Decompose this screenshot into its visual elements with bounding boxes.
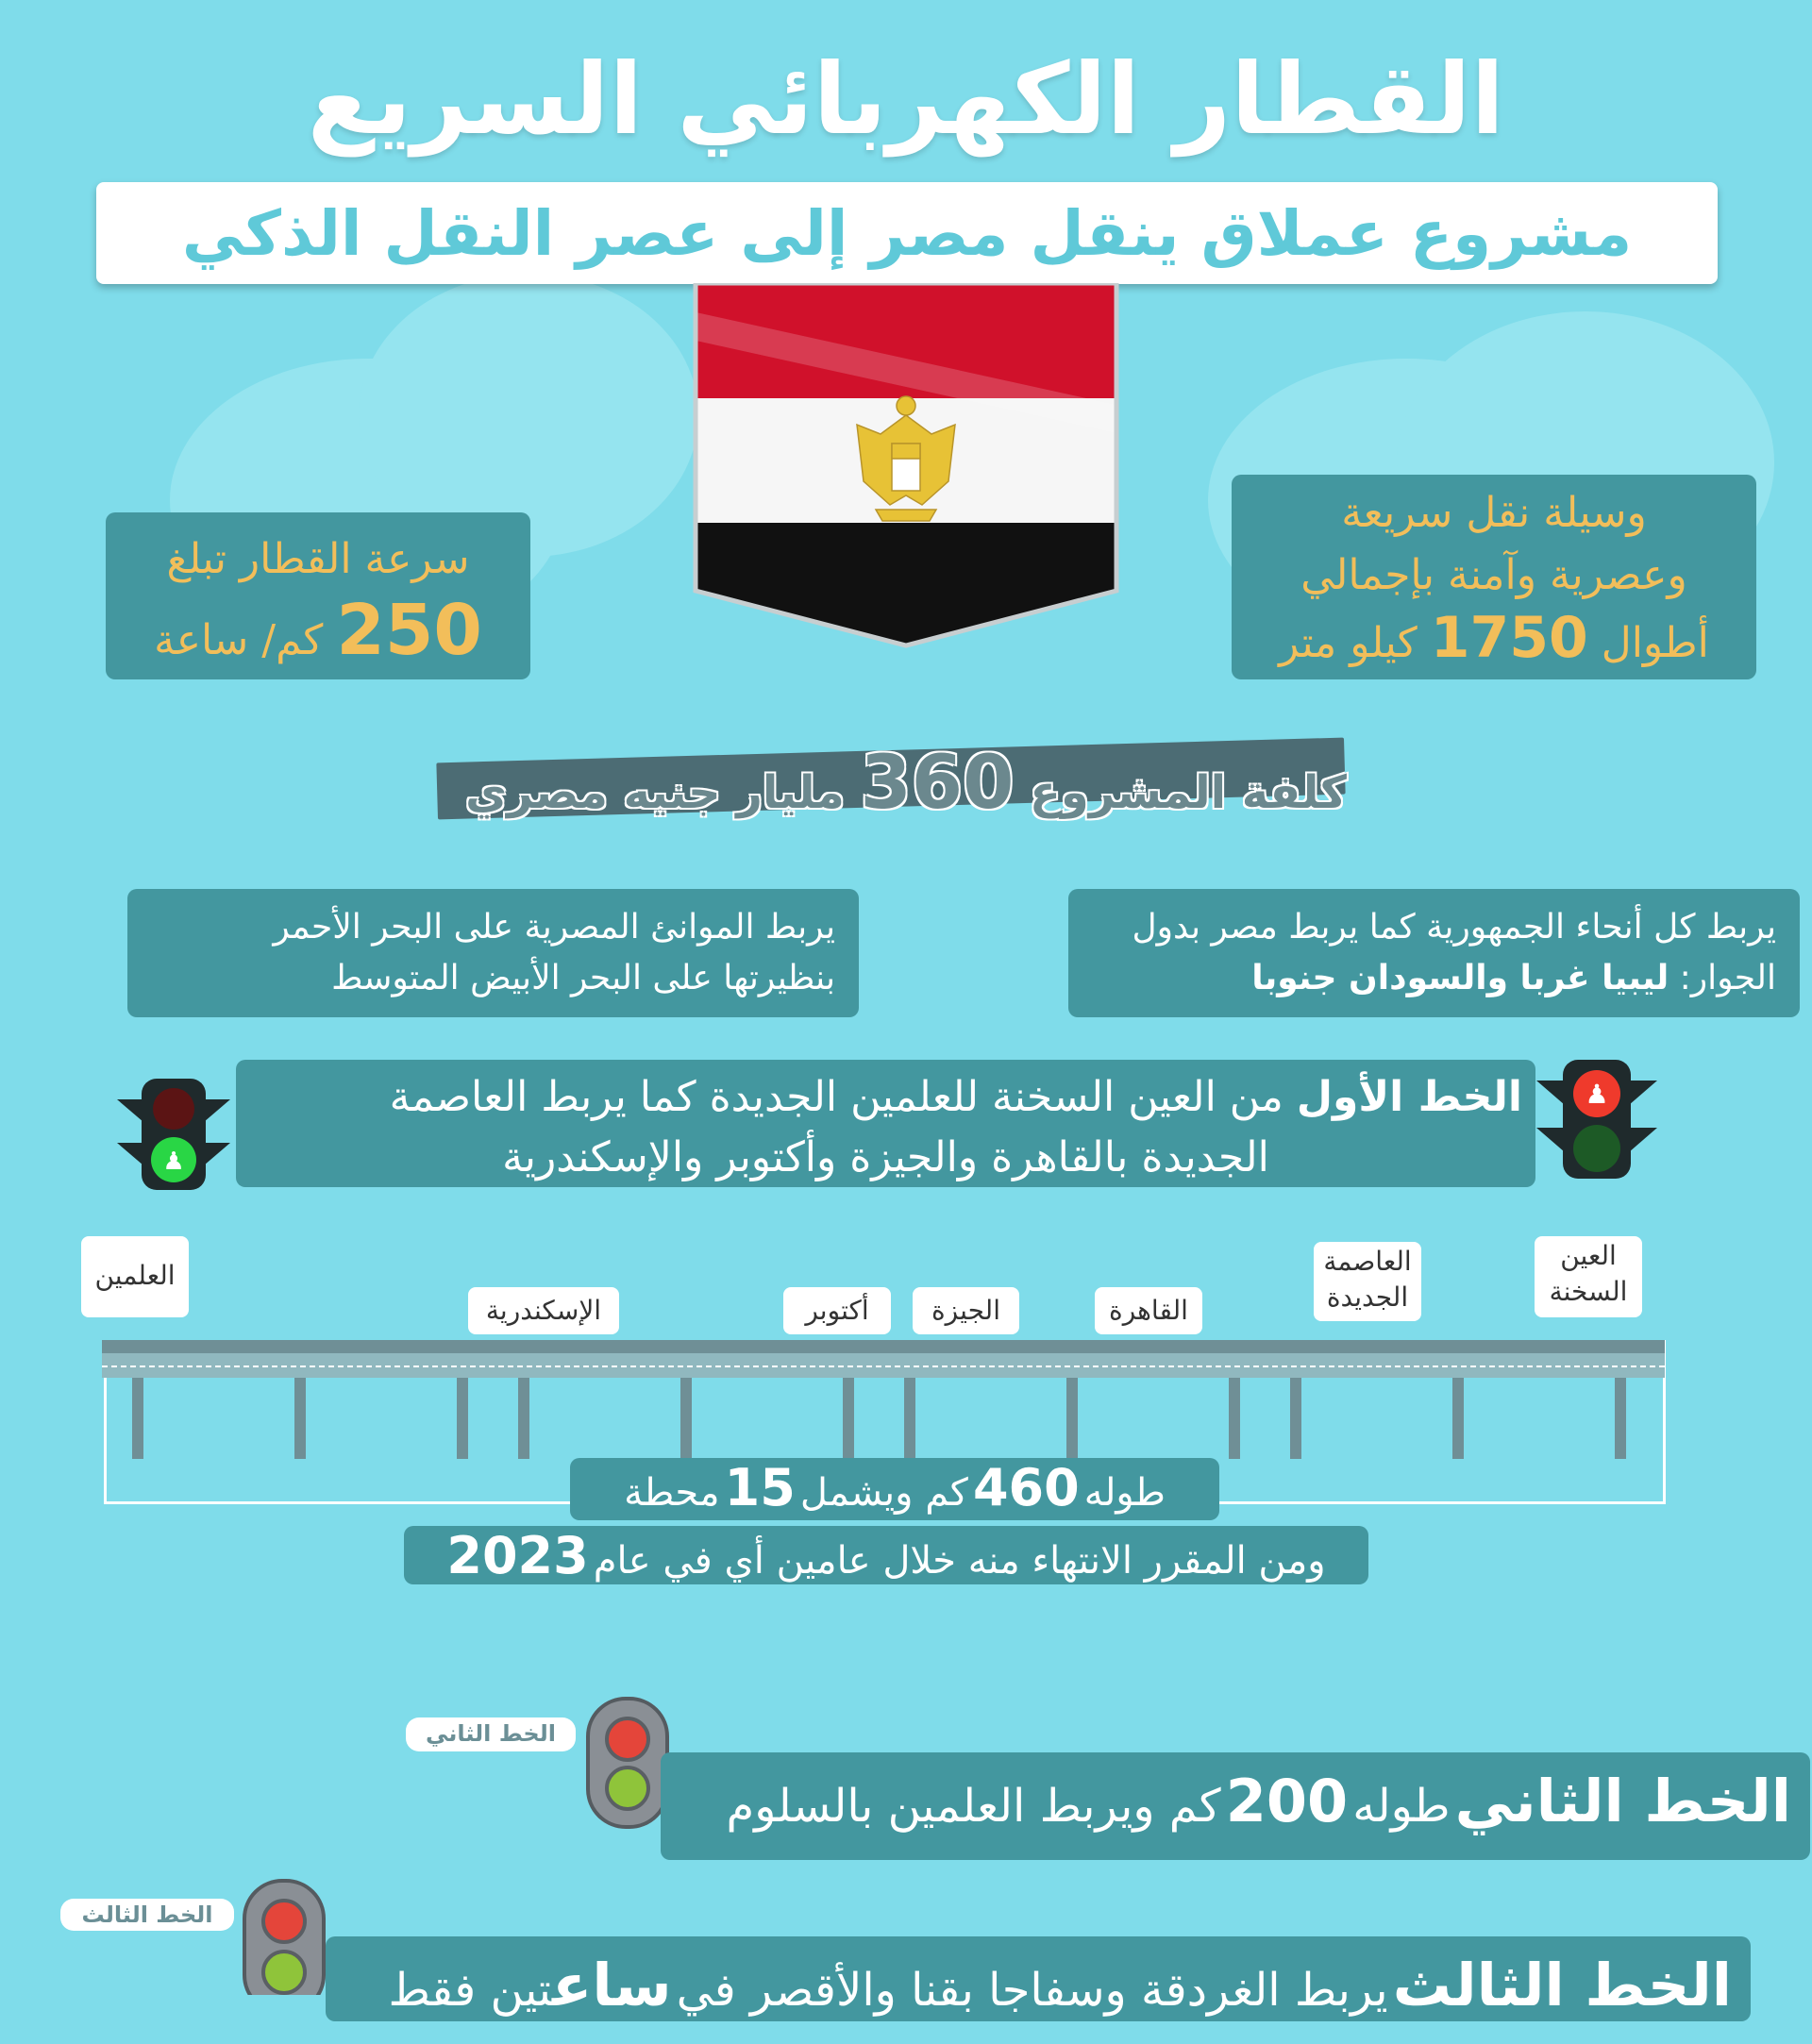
line-one-title: الخط الأول — [1296, 1073, 1522, 1121]
line-two-rest: كم ويربط العلمين بالسلوم — [726, 1780, 1221, 1833]
track-deck — [102, 1340, 1665, 1353]
line-three-rest: يربط الغردقة وسفاجا بقنا والأقصر في — [676, 1964, 1388, 2017]
speed-number: 250 — [336, 590, 482, 671]
track-pillar — [1452, 1378, 1464, 1459]
station-label-october: أكتوبر — [783, 1287, 891, 1334]
track-pillar — [680, 1378, 692, 1459]
cost-number: 360 — [860, 741, 1015, 826]
ports-line-2: بنظيرتها على البحر الأبيض المتوسط — [331, 959, 835, 997]
transport-info-box — [1232, 475, 1756, 679]
ports-line-1: يربط الموانئ المصرية على البحر الأحمر — [273, 908, 835, 947]
completion-year: 2023 — [446, 1526, 589, 1585]
track-pillar — [1290, 1378, 1301, 1459]
transport-line-1: وسيلة نقل سريعة — [1341, 489, 1647, 537]
ports-info-box — [127, 889, 859, 1017]
cost-suffix: مليار جنيه مصري — [465, 766, 845, 819]
transport-number: 1750 — [1430, 605, 1588, 671]
line-two-prefix: طوله — [1352, 1780, 1451, 1833]
track-pillar — [294, 1378, 306, 1459]
line-three-tail: تين فقط — [388, 1964, 552, 2017]
connect-info-box — [1068, 889, 1800, 1017]
line-three-emph: ساع — [552, 1951, 672, 2019]
traffic-light-icon — [242, 1878, 327, 1995]
cost-prefix: كلفة المشروع — [1030, 766, 1347, 819]
line-three-title: الخط الثالث — [1392, 1951, 1732, 2019]
station-label-new-capital — [1314, 1242, 1421, 1321]
track-pillar — [1066, 1378, 1078, 1459]
station-label-sokhna — [1535, 1236, 1642, 1317]
station-name-line: العين — [1560, 1240, 1617, 1271]
track-dash-line — [102, 1365, 1665, 1367]
line-two-box — [661, 1752, 1810, 1860]
speed-label: سرعة القطار تبلغ — [166, 535, 470, 583]
station-label-cairo: القاهرة — [1095, 1287, 1202, 1334]
traffic-light-icon — [585, 1696, 670, 1830]
connect-prefix: الجوار: — [1679, 959, 1776, 997]
station-name-line: العاصمة — [1323, 1246, 1412, 1277]
transport-suffix: كيلو متر — [1279, 619, 1418, 667]
completion-text: ومن المقرر الانتهاء منه خلال عامين أي في عام — [593, 1539, 1326, 1583]
route-length-box — [570, 1458, 1219, 1520]
line-three-box — [326, 1936, 1751, 2021]
line-three-tag: الخط الثالث — [60, 1899, 234, 1931]
page-title: القطار الكهربائي السريع — [307, 42, 1505, 157]
station-name-line: الجديدة — [1326, 1282, 1409, 1313]
transport-line-2: وعصرية وآمنة بإجمالي — [1300, 551, 1687, 599]
cost-statement — [0, 736, 1812, 840]
traffic-light-icon — [1536, 1060, 1657, 1179]
svg-text:♟: ♟ — [1585, 1079, 1609, 1110]
track-pillar — [457, 1378, 468, 1459]
line-one-route: من العين السخنة للعلمين الجديدة كما يربط العاصمة — [389, 1073, 1284, 1121]
transport-prefix: أطوال — [1601, 619, 1709, 667]
track-pillar — [1615, 1378, 1626, 1459]
line-one-text-2: الجديدة بالقاهرة والجيزة وأكتوبر والإسكندرية — [502, 1133, 1269, 1181]
stations-number: 15 — [724, 1458, 796, 1517]
connect-neighbors: ليبيا غربا والسودان جنوبا — [1251, 959, 1669, 997]
track-pillar — [843, 1378, 854, 1459]
svg-text:♟: ♟ — [162, 1148, 185, 1176]
speed-info-box — [106, 512, 530, 679]
egypt-flag-icon — [692, 283, 1120, 651]
track-pillar — [1229, 1378, 1240, 1459]
connect-line-1: يربط كل أنحاء الجمهورية كما يربط مصر بدول — [1132, 908, 1776, 947]
line-two-number: 200 — [1225, 1767, 1349, 1835]
line-one-box — [236, 1060, 1535, 1187]
station-label-giza: الجيزة — [913, 1287, 1019, 1334]
length-prefix: طوله — [1083, 1471, 1166, 1515]
station-label-alamein: العلمين — [81, 1236, 189, 1317]
station-label-alexandria: الإسكندرية — [468, 1287, 619, 1334]
track-pillar — [518, 1378, 529, 1459]
length-number: 460 — [972, 1458, 1080, 1517]
track-pillar — [904, 1378, 915, 1459]
line-two-tag: الخط الثاني — [406, 1717, 576, 1751]
line-one-text-1 — [249, 1067, 1522, 1128]
connect-line-2 — [1092, 953, 1776, 1004]
track-pillar — [132, 1378, 143, 1459]
length-mid: كم ويشمل — [799, 1471, 968, 1515]
station-name-line: السخنة — [1549, 1276, 1628, 1307]
subtitle: مشروع عملاق ينقل مصر إلى عصر النقل الذكي — [181, 196, 1633, 270]
traffic-light-icon — [117, 1079, 230, 1190]
subtitle-banner — [96, 182, 1718, 284]
transport-line-3 — [1232, 607, 1756, 675]
line-two-title: الخط الثاني — [1454, 1767, 1791, 1835]
speed-unit: كم/ ساعة — [154, 616, 324, 664]
speed-value-line — [106, 588, 530, 683]
stations-word: محطة — [624, 1471, 720, 1515]
completion-box — [404, 1526, 1368, 1584]
